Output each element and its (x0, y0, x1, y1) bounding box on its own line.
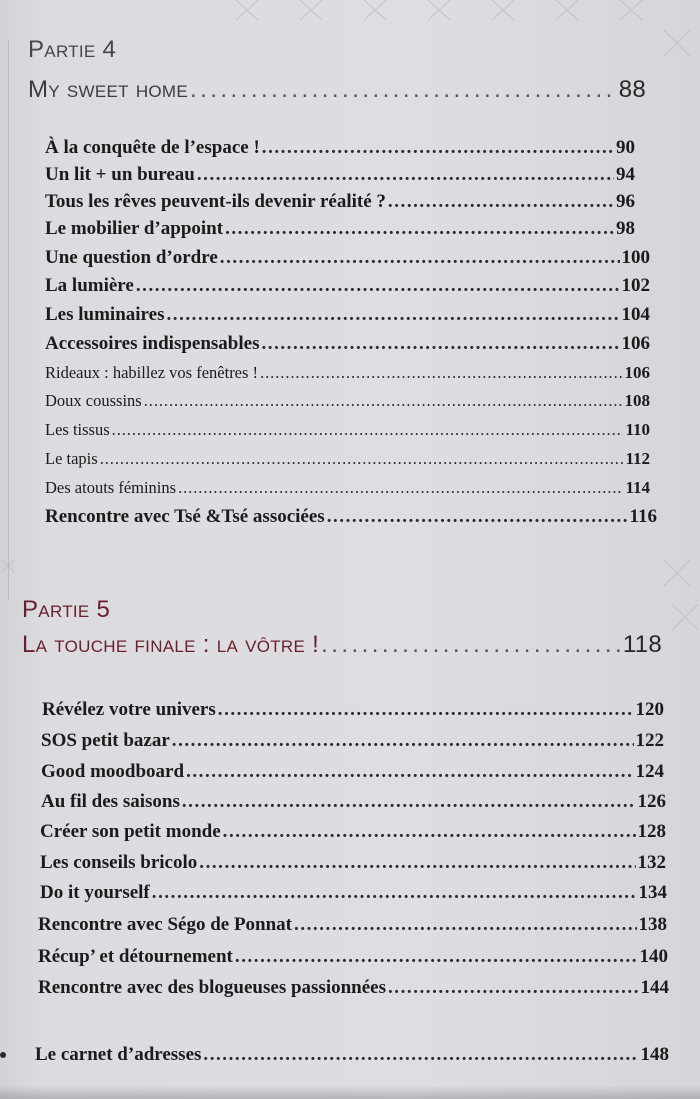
toc-entry-page: 138 (638, 914, 667, 935)
toc-entry-title: Doux coussins (45, 391, 142, 410)
toc-entry[interactable] (38, 978, 669, 997)
toc-entry-page: 148 (640, 1044, 669, 1065)
part-4-page: 88 (618, 76, 646, 103)
leader-dots (190, 78, 617, 102)
toc-entry-page: 120 (635, 699, 664, 720)
toc-entry-page: 108 (624, 391, 650, 410)
toc-entry[interactable] (41, 731, 664, 750)
toc-entry[interactable] (45, 334, 650, 353)
toc-entry[interactable] (40, 822, 666, 841)
toc-entry-page: 90 (616, 137, 635, 158)
toc-entry-appendix[interactable] (35, 1045, 669, 1064)
toc-entry-page: 124 (635, 761, 664, 782)
toc-entry-page: 122 (635, 730, 664, 751)
toc-entry-page: 126 (637, 791, 666, 812)
toc-entry[interactable] (45, 305, 650, 324)
toc-subentry[interactable] (45, 392, 650, 410)
toc-entry[interactable] (45, 276, 650, 295)
toc-entry[interactable] (41, 762, 664, 781)
toc-entry[interactable] (45, 165, 635, 184)
toc-entry-page: 98 (616, 218, 635, 239)
toc-entry-title: Rencontre avec Ségo de Ponnat (38, 914, 293, 935)
toc-subentry[interactable] (45, 479, 650, 497)
toc-entry-title: Good moodboard (41, 761, 185, 782)
toc-entry-title: SOS petit bazar (41, 730, 170, 751)
part-5-page: 118 (622, 631, 662, 658)
toc-subentry[interactable] (45, 364, 650, 382)
part-5-title-row[interactable] (22, 633, 662, 657)
part-5-label: Partie 5 (22, 596, 111, 623)
margin-bullet (0, 1052, 6, 1058)
toc-entry-title: Do it yourself (40, 882, 150, 903)
leader-dots (321, 633, 621, 657)
toc-entry-title: Les tissus (45, 420, 110, 439)
page-bottom-shadow (0, 1085, 700, 1099)
toc-entry[interactable] (45, 219, 635, 238)
toc-entry-page: 140 (639, 946, 668, 967)
toc-entry-title: Les luminaires (45, 304, 165, 325)
toc-entry-title: À la conquête de l’espace ! (45, 137, 260, 158)
toc-entry-page: 128 (637, 821, 666, 842)
toc-entry-title: Le carnet d’adresses (35, 1044, 202, 1065)
toc-entry[interactable] (41, 792, 666, 811)
page-margin-line (8, 40, 9, 600)
toc-entry-title: Au fil des saisons (41, 791, 180, 812)
toc-entry[interactable] (45, 192, 635, 211)
toc-entry[interactable] (40, 853, 666, 872)
toc-entry-title: Un lit + un bureau (45, 164, 195, 185)
toc-entry-title: Révélez votre univers (42, 699, 216, 720)
toc-entry-title: Le mobilier d’appoint (45, 218, 224, 239)
toc-entry-page: 144 (640, 977, 669, 998)
toc-entry-page: 94 (616, 164, 635, 185)
toc-entry-page: 132 (637, 852, 666, 873)
toc-entry[interactable] (40, 883, 667, 902)
toc-entry-page: 112 (625, 449, 650, 468)
toc-entry[interactable] (38, 915, 667, 934)
part-4-title-row[interactable] (28, 78, 646, 102)
toc-entry-page: 100 (621, 247, 650, 268)
part-5-title: La touche finale : la vôtre ! (22, 631, 320, 658)
toc-entry-page: 104 (621, 304, 650, 325)
toc-entry-title: Le tapis (45, 449, 98, 468)
toc-entry[interactable] (45, 248, 650, 267)
toc-entry[interactable] (42, 700, 664, 719)
toc-entry-title: Des atouts féminins (45, 478, 177, 497)
toc-entry-title: La lumière (45, 275, 134, 296)
toc-entry-page: 116 (629, 506, 657, 527)
toc-subentry[interactable] (45, 421, 650, 439)
toc-entry-title: Créer son petit monde (40, 821, 221, 842)
toc-entry[interactable] (38, 947, 668, 966)
toc-entry-page: 106 (621, 333, 650, 354)
part-4-label: Partie 4 (28, 36, 117, 63)
toc-entry-title: Tous les rêves peuvent-ils devenir réalité ? (45, 191, 386, 212)
toc-entry-title: Une question d’ordre (45, 247, 218, 268)
toc-entry-page: 110 (625, 420, 650, 439)
toc-entry-page: 106 (624, 363, 650, 382)
toc-entry[interactable] (45, 507, 657, 526)
toc-entry-title: Accessoires indispensables (45, 333, 260, 354)
toc-entry[interactable] (45, 138, 635, 157)
toc-entry-title: Rideaux : habillez vos fenêtres ! (45, 363, 259, 382)
toc-subentry[interactable] (45, 450, 650, 468)
part-4-title: My sweet home (28, 76, 189, 103)
toc-entry-title: Rencontre avec des blogueuses passionnées (38, 977, 386, 998)
toc-entry-title: Rencontre avec Tsé &Tsé associées (45, 506, 325, 527)
toc-entry-page: 114 (625, 478, 650, 497)
toc-entry-page: 102 (621, 275, 650, 296)
toc-entry-page: 134 (638, 882, 667, 903)
toc-entry-page: 96 (616, 191, 635, 212)
toc-entry-title: Récup’ et détournement (38, 946, 233, 967)
toc-entry-title: Les conseils bricolo (40, 852, 198, 873)
